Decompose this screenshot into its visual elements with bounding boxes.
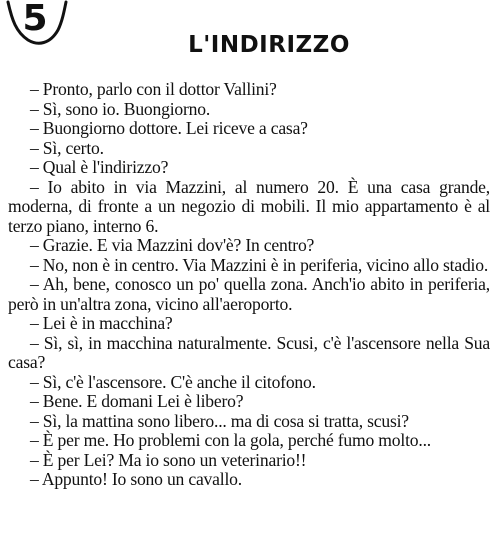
- dialogue-line: – Appunto! Io sono un cavallo.: [30, 469, 242, 489]
- page-title: L'INDIRIZZO: [188, 32, 350, 58]
- dialogue-line: – Ah, bene, conosco un po' quella zona. Anch'io abito in periferia, però in un'altra zona, vicino all'aeroporto.: [8, 274, 490, 314]
- dialogue-line: – Sì, c'è l'ascensore. C'è anche il citofono.: [30, 371, 316, 392]
- dialogue-line: – Lei è in macchina?: [30, 313, 173, 333]
- dialogue-line: – Bene. E domani Lei è libero?: [30, 391, 244, 411]
- dialogue-line: – Sì, sono io. Buongiorno.: [30, 98, 211, 119]
- dialogue-line: – Sì, la mattina sono libero... ma di cosa si tratta, scusi?: [30, 410, 409, 431]
- dialogue-line: – È per me. Ho problemi con la gola, perché fumo molto...: [30, 430, 431, 450]
- dialogue-line: – Io abito in via Mazzini, al numero 20. È una casa grande, moderna, di fronte a un negozio di mobili. Il mio appartamento è al terzo piano, interno 6.: [8, 176, 490, 236]
- dialogue-line: – Buongiorno dottore. Lei riceve a casa?: [30, 118, 308, 138]
- dialogue-line: – Sì, certo.: [30, 137, 104, 158]
- lesson-number: 5: [22, 0, 48, 39]
- dialogue-line: – Sì, sì, in macchina naturalmente. Scusi, c'è l'ascensore nella Sua casa?: [8, 332, 490, 372]
- dialogue-line: – Grazie. E via Mazzini dov'è? In centro?: [30, 235, 315, 255]
- dialogue-line: – Pronto, parlo con il dottor Vallini?: [30, 79, 277, 99]
- dialogue-line: – No, non è in centro. Via Mazzini è in periferia, vicino allo stadio.: [30, 254, 489, 275]
- dialogue-text: [8, 80, 490, 490]
- dialogue-line: – Qual è l'indirizzo?: [30, 157, 169, 177]
- dialogue-line: – È per Lei? Ma io sono un veterinario!!: [30, 449, 307, 470]
